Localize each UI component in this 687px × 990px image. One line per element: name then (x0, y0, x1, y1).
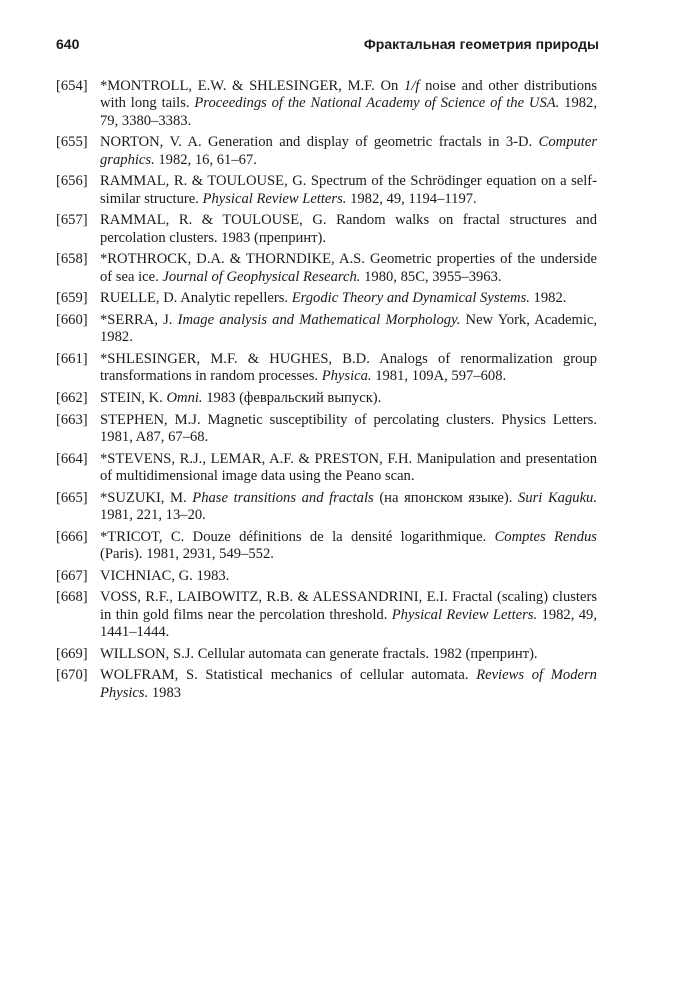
reference-text: WILLSON, S.J. Cellular automata can generate fractals. 1982 (препринт). (100, 645, 538, 662)
reference-number: [660] (56, 312, 88, 328)
reference-list (56, 78, 597, 706)
reference-item (56, 412, 597, 447)
reference-item (56, 212, 597, 247)
reference-text: noise and other distributions with long tails. (100, 78, 597, 112)
reference-item (56, 312, 597, 347)
reference-text: *MONTROLL, E.W. & SHLESINGER, M.F. On (100, 78, 405, 94)
reference-journal: Ergodic Theory and Dynamical Systems. (291, 290, 530, 307)
reference-number: [665] (56, 489, 88, 506)
reference-number: [661] (56, 351, 88, 367)
reference-text: *SHLESINGER, M.F. & HUGHES, B.D. Analogs of renormalization group transformations in random processes. (100, 351, 597, 385)
reference-text: STEIN, K. (100, 390, 167, 406)
reference-item (56, 490, 597, 525)
reference-item (56, 251, 597, 286)
reference-number: [656] (56, 173, 88, 190)
page-header (56, 36, 599, 58)
reference-item (56, 568, 597, 585)
reference-item (56, 290, 597, 307)
running-title: Фрактальная геометрия природы (363, 36, 599, 52)
reference-number: [662] (56, 390, 88, 406)
reference-number: [658] (56, 251, 88, 268)
reference-journal: Physical Review Letters. (391, 606, 538, 623)
reference-journal: Computer graphics. (100, 134, 597, 168)
reference-journal: Comptes Rendus (494, 528, 597, 545)
reference-journal: Journal of Geophysical Research. (162, 268, 361, 285)
reference-tail: 1982, 79, 3380–3383. (100, 95, 598, 129)
reference-text: *TRICOT, C. Douze définitions de la densité logarithmique. (100, 528, 495, 545)
reference-number: [668] (56, 589, 88, 606)
reference-journal: Physica. (321, 368, 372, 385)
reference-tail: 1982, 49, 1194–1197. (346, 190, 477, 207)
reference-tail: 1983 (148, 684, 182, 701)
reference-text: *ROTHROCK, D.A. & THORNDIKE, A.S. Geometric properties of the underside of sea ice. (100, 251, 597, 285)
reference-number: [666] (56, 528, 88, 545)
reference-number: [667] (56, 567, 88, 584)
reference-item (56, 646, 597, 663)
reference-journal: Omni. (166, 390, 203, 406)
reference-item (56, 173, 597, 208)
reference-tail: New York, Academic, 1982. (100, 312, 598, 346)
reference-tail: 1982, 49, 1441–1444. (100, 606, 598, 640)
reference-text: WOLFRAM, S. Statistical mechanics of cellular automata. (100, 667, 477, 684)
reference-number: [669] (56, 645, 88, 662)
reference-item (56, 78, 597, 130)
reference-tail: 1981, 221, 13–20. (100, 507, 206, 523)
page-number: 640 (56, 36, 80, 52)
reference-item (56, 589, 597, 641)
reference-text: NORTON, V. A. Generation and display of geometric fractals in 3-D. (100, 134, 539, 151)
reference-item (56, 667, 597, 702)
reference-item (56, 529, 597, 564)
reference-journal: Suri Kaguku. (518, 489, 597, 506)
reference-tail: 1982. (529, 290, 567, 307)
reference-number: [663] (56, 411, 88, 428)
reference-number: [664] (56, 450, 88, 467)
reference-item (56, 351, 597, 386)
reference-item (56, 451, 597, 486)
reference-journal: Phase transitions and fractals (192, 489, 374, 506)
reference-text: *SUZUKI, M. (100, 489, 193, 506)
reference-number: [657] (56, 212, 88, 229)
reference-journal: Image analysis and Mathematical Morphology. (177, 312, 461, 328)
reference-text: *STEVENS, R.J., LEMAR, A.F. & PRESTON, F.H. Manipulation and presentation of multidimensional image data using the Peano scan. (100, 450, 597, 484)
reference-journal: Physical Review Letters. (202, 190, 347, 207)
reference-tail: 1982, 16, 61–67. (154, 151, 257, 168)
reference-tail: 1981, 109A, 597–608. (371, 368, 507, 385)
reference-tail: (Paris). 1981, 2931, 549–552. (100, 546, 274, 562)
reference-formula: 1/f (404, 78, 420, 94)
reference-journal: Proceedings of the National Academy of Science of the USA. (194, 95, 560, 112)
reference-item (56, 134, 597, 169)
reference-text: VOSS, R.F., LAIBOWITZ, R.B. & ALESSANDRINI, E.I. Fractal (scaling) clusters in thin gold films near the percolation threshold. (100, 589, 597, 623)
reference-text: RAMMAL, R. & TOULOUSE, G. Random walks on fractal structures and percolation clusters. 1983 (препринт). (100, 212, 597, 246)
reference-number: [659] (56, 290, 88, 307)
reference-item (56, 390, 597, 407)
reference-text: RUELLE, D. Analytic repellers. (100, 290, 292, 307)
reference-text: STEPHEN, M.J. Magnetic susceptibility of percolating clusters. Physics Letters. 1981, A87, 67–68. (100, 411, 597, 445)
reference-number: [655] (56, 134, 88, 151)
reference-number: [654] (56, 78, 88, 94)
reference-text: *SERRA, J. (100, 312, 178, 328)
reference-tail: (на японском языке). (373, 489, 519, 506)
reference-number: [670] (56, 667, 88, 684)
reference-journal: Reviews of Modern Physics. (100, 667, 597, 701)
reference-text: VICHNIAC, G. 1983. (100, 567, 230, 584)
reference-tail: 1983 (февральский выпуск). (202, 390, 382, 406)
reference-text: RAMMAL, R. & TOULOUSE, G. Spectrum of the Schrödinger equation on a self-similar structure. (100, 173, 597, 207)
reference-tail: 1980, 85C, 3955–3963. (360, 268, 502, 285)
